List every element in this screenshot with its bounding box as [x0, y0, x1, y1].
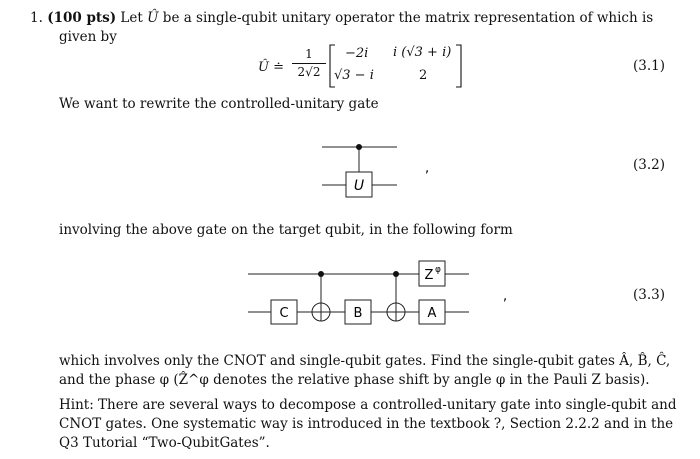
problem-points: (100 pts): [47, 10, 117, 26]
hint-line3: Q3 Tutorial “Two-QubitGates”.: [59, 435, 270, 451]
text-task-line2: and the phase φ (Ẑ^φ denotes the relative phase shift by angle φ in the Pauli Z basis).: [59, 372, 650, 388]
cnot1-control-dot: [318, 271, 324, 277]
cnot2-control-dot: [393, 271, 399, 277]
matrix-m12: i (√3 + i): [393, 45, 452, 60]
gate-a-label: A: [427, 306, 437, 321]
problem-number: 1.: [30, 10, 43, 26]
operator-symbol: Û: [147, 10, 159, 26]
hint-line1: Hint: There are several ways to decompose a controlled-unitary gate into single-qubit and: [59, 397, 677, 413]
matrix-m22: 2: [419, 68, 428, 83]
eq3-number: (3.3): [633, 287, 666, 303]
intro-text: be a single-qubit unitary operator the matrix representation of which is: [162, 10, 654, 26]
intro-let: Let: [120, 10, 143, 26]
matrix-m11: −2i: [345, 46, 369, 61]
matrix-m21: √3 − i: [334, 68, 374, 83]
circuit1-comma: ,: [425, 161, 430, 176]
prefactor-numerator: 1: [305, 47, 313, 61]
circuit2-comma: ,: [503, 289, 508, 304]
hint-line2: CNOT gates. One systematic way is introduced in the textbook ?, Section 2.2.2 and in the: [59, 416, 674, 432]
prefactor-denominator: 2√2: [297, 65, 321, 79]
eq2-number: (3.2): [633, 157, 666, 173]
text-task-line1: which involves only the CNOT and single-qubit gates. Find the single-qubit gates Â, B̂, Ĉ,: [59, 353, 671, 369]
text-controlled-gate: We want to rewrite the controlled-unitary gate: [59, 96, 379, 112]
gate-c-label: C: [279, 306, 289, 321]
gate-b-label: B: [353, 306, 363, 321]
problem-intro-line2: given by: [59, 29, 117, 45]
eq1-lhs: Û ≐: [258, 60, 284, 75]
eq1-number: (3.1): [633, 58, 666, 74]
gate-u-label: U: [353, 178, 365, 194]
gate-z-exponent: φ: [435, 265, 441, 275]
gate-z-label: Z: [424, 268, 434, 283]
text-following-form: involving the above gate on the target qubit, in the following form: [59, 222, 513, 238]
